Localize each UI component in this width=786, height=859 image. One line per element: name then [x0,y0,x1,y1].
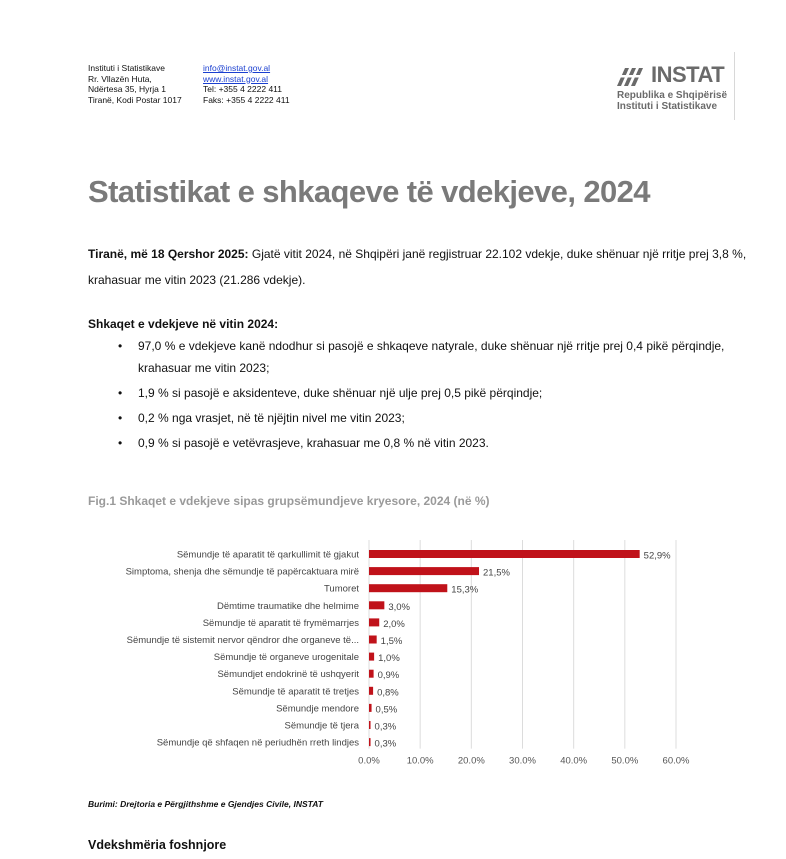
source-note: Burimi: Drejtoria e Përgjithshme e Gjendjes Civile, INSTAT [88,799,323,809]
logo-subtitle [617,90,727,112]
category-label: Tumoret [323,583,359,595]
figure-title: Fig.1 Shkaqet e vdekjeve sipas grupsëmundjeve kryesore, 2024 (në %) [88,494,490,508]
lead-paragraph [88,241,748,293]
tick-label: 10.0% [406,755,434,767]
data-label: 0,8% [377,687,399,699]
address-block [88,63,182,105]
bullet-icon: • [118,339,123,353]
phone-number: Tel: +355 4 2222 411 [203,84,283,95]
instat-logo [605,52,735,122]
list-item [118,432,748,454]
tick-label: 20.0% [457,755,485,767]
instat-logo-mark-icon [617,64,647,88]
list-item-text: 97,0 % e vdekjeve kanë ndodhur si pasojë e shkaqeve natyrale, duke shënuar një rritje prej 0,4 pikë përqindje, krahasuar me vitin 2023; [138,339,725,375]
logo-wordmark: INSTAT [651,62,725,87]
causes-heading: Shkaqet e vdekjeve në vitin 2024: [88,317,279,331]
bullet-icon: • [118,386,123,400]
category-label: Sëmundje të aparatit të qarkullimit të gjakut [176,549,359,561]
tick-label: 60.0% [662,755,690,767]
bar [369,550,640,558]
email-link[interactable]: info@instat.gov.al [203,63,271,73]
tick-label: 40.0% [560,755,588,767]
bar [369,704,372,712]
list-item [118,335,748,379]
address-line: Instituti i Statistikave [88,63,166,73]
list-item-text: 0,2 % nga vrasjet, në të njëjtin nivel me vitin 2023; [138,411,405,425]
data-label: 0,5% [375,704,398,716]
section-heading: Vdekshmëria foshnjore [88,838,227,852]
page-title: Statistikat e shkaqeve të vdekjeve, 2024 [88,174,650,209]
tick-label: 50.0% [611,755,639,767]
data-label: 3,0% [388,601,411,613]
data-label: 0,9% [377,670,400,682]
category-label: Sëmundje të aparatit të tretjes [232,686,359,698]
website-link[interactable]: www.instat.gov.al [203,73,269,84]
data-label: 0,3% [374,738,397,750]
address-line: Tiranë, Kodi Postar 1017 [88,94,182,105]
address-line: Ndërtesa 35, Hyrja 1 [88,84,166,95]
category-label: Sëmundje të organeve urogenitale [213,652,359,664]
bar [369,738,371,746]
category-label: Sëmundje mendore [276,703,359,715]
logo-divider [734,52,735,120]
cause-of-death-bar-chart [0,540,786,775]
list-item-text: 1,9 % si pasojë e aksidenteve, duke shënuar një ulje prej 0,5 pikë përqindje; [138,386,543,400]
list-item [118,407,748,429]
tick-label: 30.0% [509,755,536,767]
fax-number: Faks: +355 4 2222 411 [203,94,290,105]
data-label: 21,5% [483,567,510,579]
bar [369,653,374,661]
logo-subtitle-line: Republika e Shqipërisë [617,90,728,101]
category-label: Sëmundje të aparatit të frymëmarrjes [202,617,359,629]
bar [369,567,479,575]
data-label: 52,9% [643,550,671,562]
category-label: Dëmtime traumatike dhe helmime [216,600,359,612]
bar [369,618,379,626]
tick-label: 0.0% [358,755,380,767]
bar [369,584,447,592]
category-label: Simptoma, shenja dhe sëmundje të papërcaktuara mirë [125,566,359,578]
data-label: 1,5% [380,636,403,647]
bullet-icon: • [118,411,123,425]
data-label: 15,3% [451,584,479,596]
bar [369,670,374,678]
bullet-icon: • [118,436,123,450]
category-label: Sëmundje të tjera [284,720,359,732]
data-label: 0,3% [374,721,397,733]
bar [369,601,384,609]
causes-list [118,335,748,457]
category-label: Sëmundje të sistemit nervor qëndror dhe organeve të... [126,635,359,646]
list-item-text: 0,9 % si pasojë e vetëvrasjeve, krahasuar me 0,8 % në vitin 2023. [138,436,489,450]
bar [369,636,377,644]
logo-subtitle-line: Instituti i Statistikave [617,101,718,112]
bar [369,721,371,729]
category-label: Sëmundje që shfaqen në periudhën rreth lindjes [156,737,359,749]
bar [369,687,373,695]
list-item [118,382,748,404]
contact-block [203,63,290,105]
data-label: 2,0% [383,618,405,630]
dateline: Tiranë, më 18 Qershor 2025: [88,247,249,261]
data-label: 1,0% [378,653,400,665]
address-line: Rr. Vllazën Huta, [88,73,152,84]
category-label: Sëmundjet endokrinë të ushqyerit [217,669,359,681]
lead-text: Gjatë vitit 2024, në Shqipëri janë regjistruar 22.102 vdekje, duke shënuar një rritje prej 3,8 %, krahasuar me vitin 2023 (21.286 vdekje). [88,247,747,287]
